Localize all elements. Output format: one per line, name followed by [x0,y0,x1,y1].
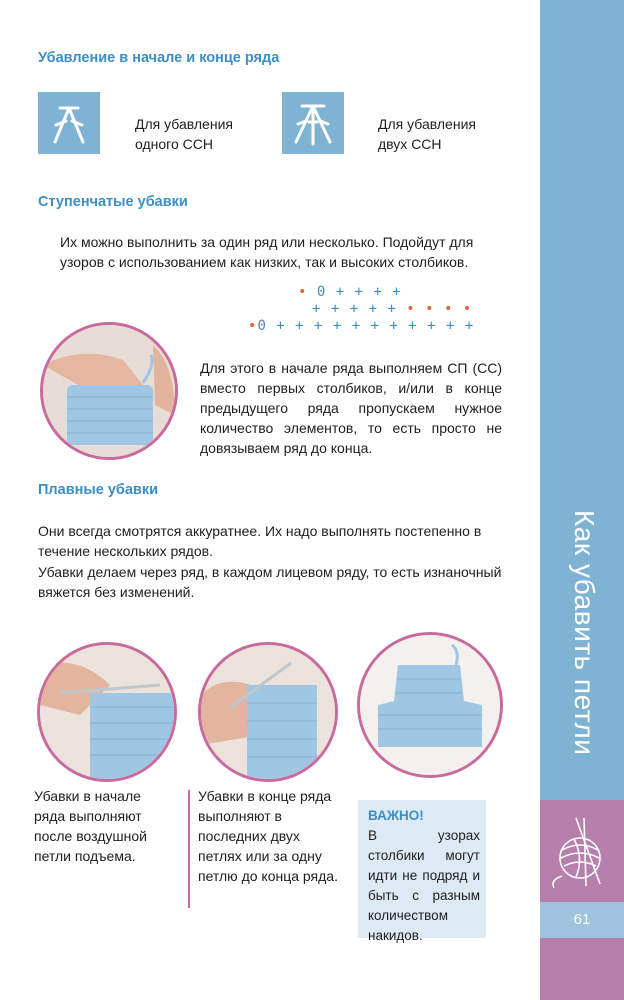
important-note-box [358,800,486,943]
section-heading-decrease-start-end: Убавление в начале и конце ряда [38,50,280,66]
section-heading-smooth: Плавные убавки [38,482,159,498]
photo-decrease-end [198,642,338,782]
stepped-body: Для этого в начале ряда выполняем СП (СС) вместо первых столбиков, и/или в конце предыдущего ряда пропускаем нужное количество элементов, то есть просто не довязываем ряд до конца. [200,360,502,456]
crochet-hook-start-image [40,645,174,779]
finished-fabric-image [360,635,500,775]
symbol1-label: Для убавления одного ССН [135,116,233,152]
page-number: 61 [573,911,591,928]
caption-divider [188,790,190,908]
important-heading: ВАЖНО! [368,808,424,823]
diagram-row-1: •0 + + + + + + + + + + + [248,318,475,334]
smooth-para1: Они всегда смотрятся аккуратнее. Их надо выполнять постепенно в течение нескольких рядов. [38,523,482,559]
symbol-decrease-two-dc [282,92,344,154]
sidebar-bottom [540,938,624,1000]
smooth-para2: Убавки делаем через ряд, в каждом лицевом ряду, то есть изнаночный вяжется без изменений. [38,564,502,600]
sidebar-icon-block [540,800,624,902]
crochet-hook-end-image [201,645,335,779]
decrease-one-dc-icon [38,92,100,154]
photo-finished-decrease [357,632,503,778]
caption-decrease-start: Убавки в начале ряда выполняют после воздушной петли подъема. [34,788,147,864]
caption-decrease-end: Убавки в конце ряда выполняют в последних двух петлях или за одну петлю до конца ряда. [198,788,338,884]
decrease-two-dc-icon [282,92,344,154]
diagram-row-2: + + + + + • • • • [312,301,473,317]
section-heading-stepped: Ступенчатые убавки [38,194,188,210]
important-text: В узорах столбики могут идти не подряд и быть с разным количеством накидов. [368,828,480,943]
symbol-decrease-one-dc [38,92,100,154]
chapter-title: Как убавить петли [569,510,600,756]
crochet-fabric-image [43,325,175,457]
stepped-intro: Их можно выполнить за один ряд или несколько. Подойдут для узоров с использованием как низких, так и высоких столбиков. [60,234,474,270]
photo-decrease-start [37,642,177,782]
yarn-ball-icon [540,800,624,902]
diagram-row-3: • 0 + + + + [298,284,402,300]
photo-stepped-decrease [40,322,178,460]
symbol2-label: Для убавления двух ССН [378,116,476,152]
